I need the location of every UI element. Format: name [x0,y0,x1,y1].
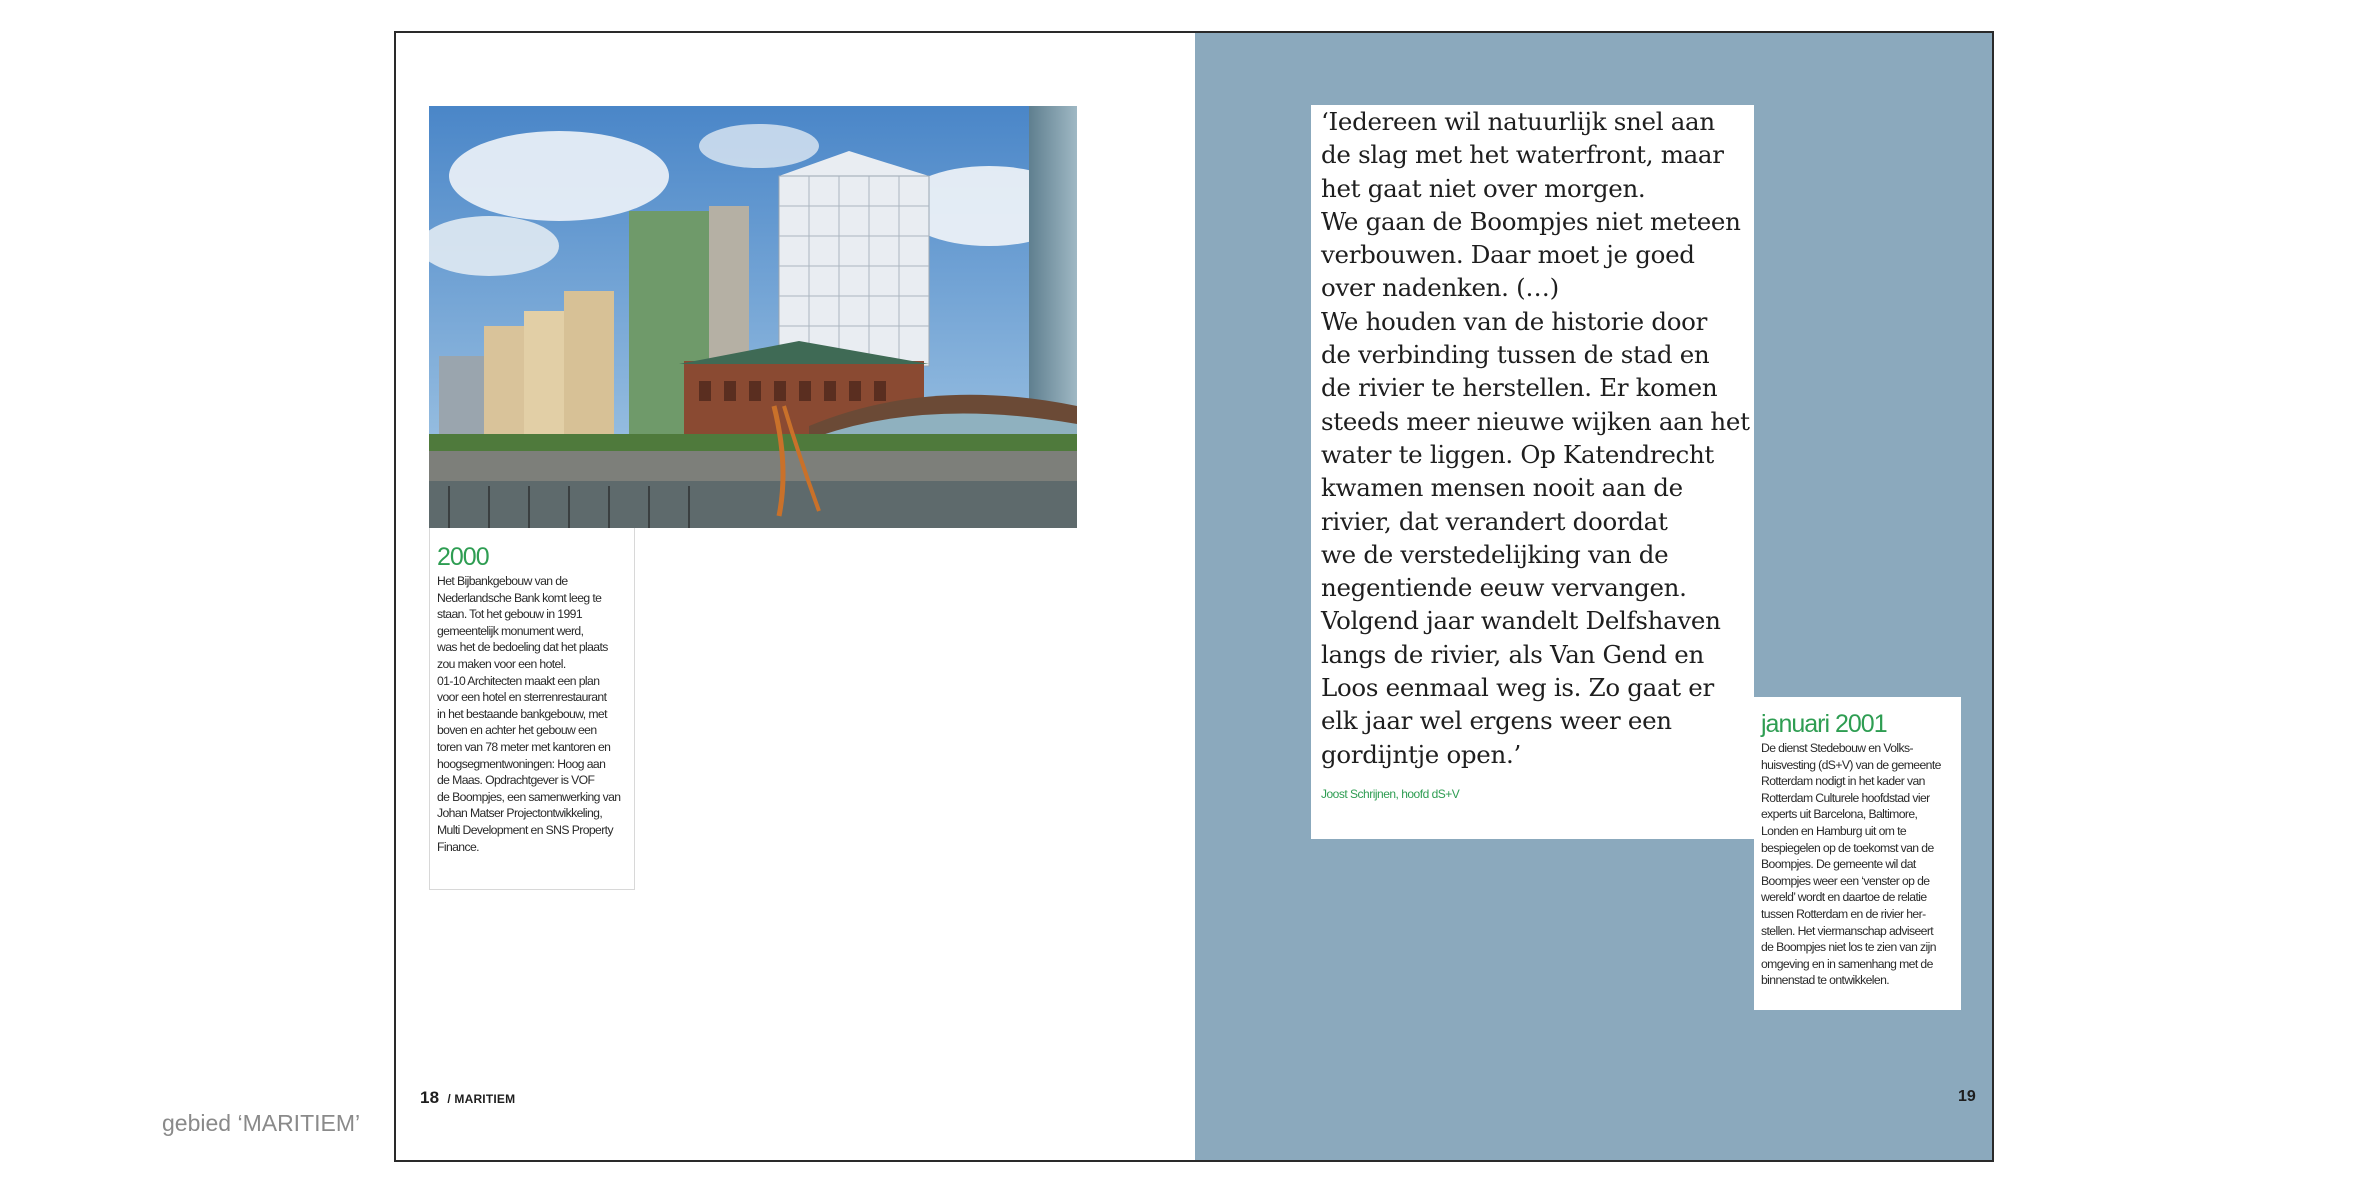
quote-line: langs de rivier, als Van Gend en [1321,639,1704,669]
caption-line: Finance. [437,839,479,854]
magazine-spread [394,31,1994,1162]
quote-line: steeds meer nieuwe wijken aan het [1321,406,1750,436]
caption-line: in het bestaande bankgebouw, met [437,706,607,721]
quote-line: negentiende eeuw vervangen. [1321,573,1687,603]
quote-line: de rivier te herstellen. Er komen [1321,373,1718,403]
caption-line: was het de bedoeling dat het plaats [437,640,608,655]
caption-line: experts uit Barcelona, Baltimore, [1761,807,1918,822]
footer-left [420,1088,515,1108]
quote-line: we de verstedelijking van de [1321,539,1669,569]
caption-line: huisvesting (dS+V) van de gemeente [1761,757,1941,772]
caption-text [1761,740,1955,989]
quote-attribution: Joost Schrijnen, hoofd dS+V [1321,786,1460,801]
quote-line: rivier, dat verandert doordat [1321,506,1668,536]
caption-line: Nederlandsche Bank komt leeg te [437,590,602,605]
caption-line: de Boompjes niet los te zien van zijn [1761,940,1936,955]
caption-line: Johan Matser Projectontwikkeling, [437,806,603,821]
caption-line: omgeving en in samenhang met de [1761,956,1933,971]
quote-line: We gaan de Boompjes niet meteen [1321,206,1741,236]
quote-box [1311,105,1754,839]
caption-line: voor een hotel en sterrenrestaurant [437,690,607,705]
caption-line: staan. Tot het gebouw in 1991 [437,607,582,622]
quote-line: water te liggen. Op Katendrecht [1321,439,1714,469]
quote-line: de slag met het waterfront, maar [1321,140,1724,170]
caption-line: toren van 78 meter met kantoren en [437,739,611,754]
caption-line: de Boompjes, een samenwerking van [437,789,621,804]
caption-line: 01-10 Architecten maakt een plan [437,673,600,688]
caption-line: stellen. Het viermanschap adviseert [1761,923,1934,938]
caption-line: de Maas. Opdrachtgever is VOF [437,773,595,788]
caption-line: Boompjes weer een ‘venster op de [1761,873,1930,888]
quote-line: het gaat niet over morgen. [1321,173,1646,203]
caption-line: zou maken voor een hotel. [437,656,566,671]
caption-year: januari 2001 [1761,710,1887,738]
quote-line: Loos eenmaal weg is. Zo gaat er [1321,673,1714,703]
caption-line: Rotterdam nodigt in het kader van [1761,774,1925,789]
caption-line: Boompjes. De gemeente wil dat [1761,857,1916,872]
caption-line: binnenstad te ontwikkelen. [1761,973,1890,988]
architectural-rendering-image [429,106,1077,528]
quote-line: elk jaar wel ergens weer een [1321,706,1672,736]
quote-line: kwamen mensen nooit aan de [1321,473,1683,503]
quote-line: gordijntje open.’ [1321,739,1521,769]
caption-line: Multi Development en SNS Property [437,822,613,837]
caption-line: De dienst Stedebouw en Volks- [1761,741,1913,755]
side-label: gebied ‘MARITIEM’ [162,1110,361,1136]
quote-line: Volgend jaar wandelt Delfshaven [1321,606,1721,636]
quote-line: over nadenken. (…) [1321,273,1559,303]
caption-januari-2001 [1754,697,1961,1010]
caption-2000 [429,528,635,890]
page-number-left: 18 [420,1088,440,1107]
caption-line: hoogsegmentwoningen: Hoog aan [437,756,606,771]
caption-line: bespiegelen op de toekomst van de [1761,840,1934,855]
caption-text [437,573,628,855]
caption-line: tussen Rotterdam en de rivier her- [1761,906,1926,921]
pull-quote [1321,105,1754,771]
quote-line: de verbinding tussen de stad en [1321,340,1710,370]
caption-line: Rotterdam Culturele hoofdstad vier [1761,790,1930,805]
quote-line: ‘Iedereen wil natuurlijk snel aan [1321,107,1715,136]
quote-line: verbouwen. Daar moet je goed [1321,240,1695,270]
page-number-right: 19 [1958,1088,1976,1105]
caption-line: Londen en Hamburg uit om te [1761,823,1907,838]
quote-line: We houden van de historie door [1321,306,1708,336]
section-label: / MARITIEM [447,1092,516,1106]
caption-line: Het Bijbankgebouw van de [437,574,568,588]
caption-year: 2000 [437,543,489,571]
caption-line: wereld’ wordt en daartoe de relatie [1761,890,1927,905]
caption-line: gemeentelijk monument werd, [437,623,584,638]
caption-line: boven en achter het gebouw een [437,723,597,738]
